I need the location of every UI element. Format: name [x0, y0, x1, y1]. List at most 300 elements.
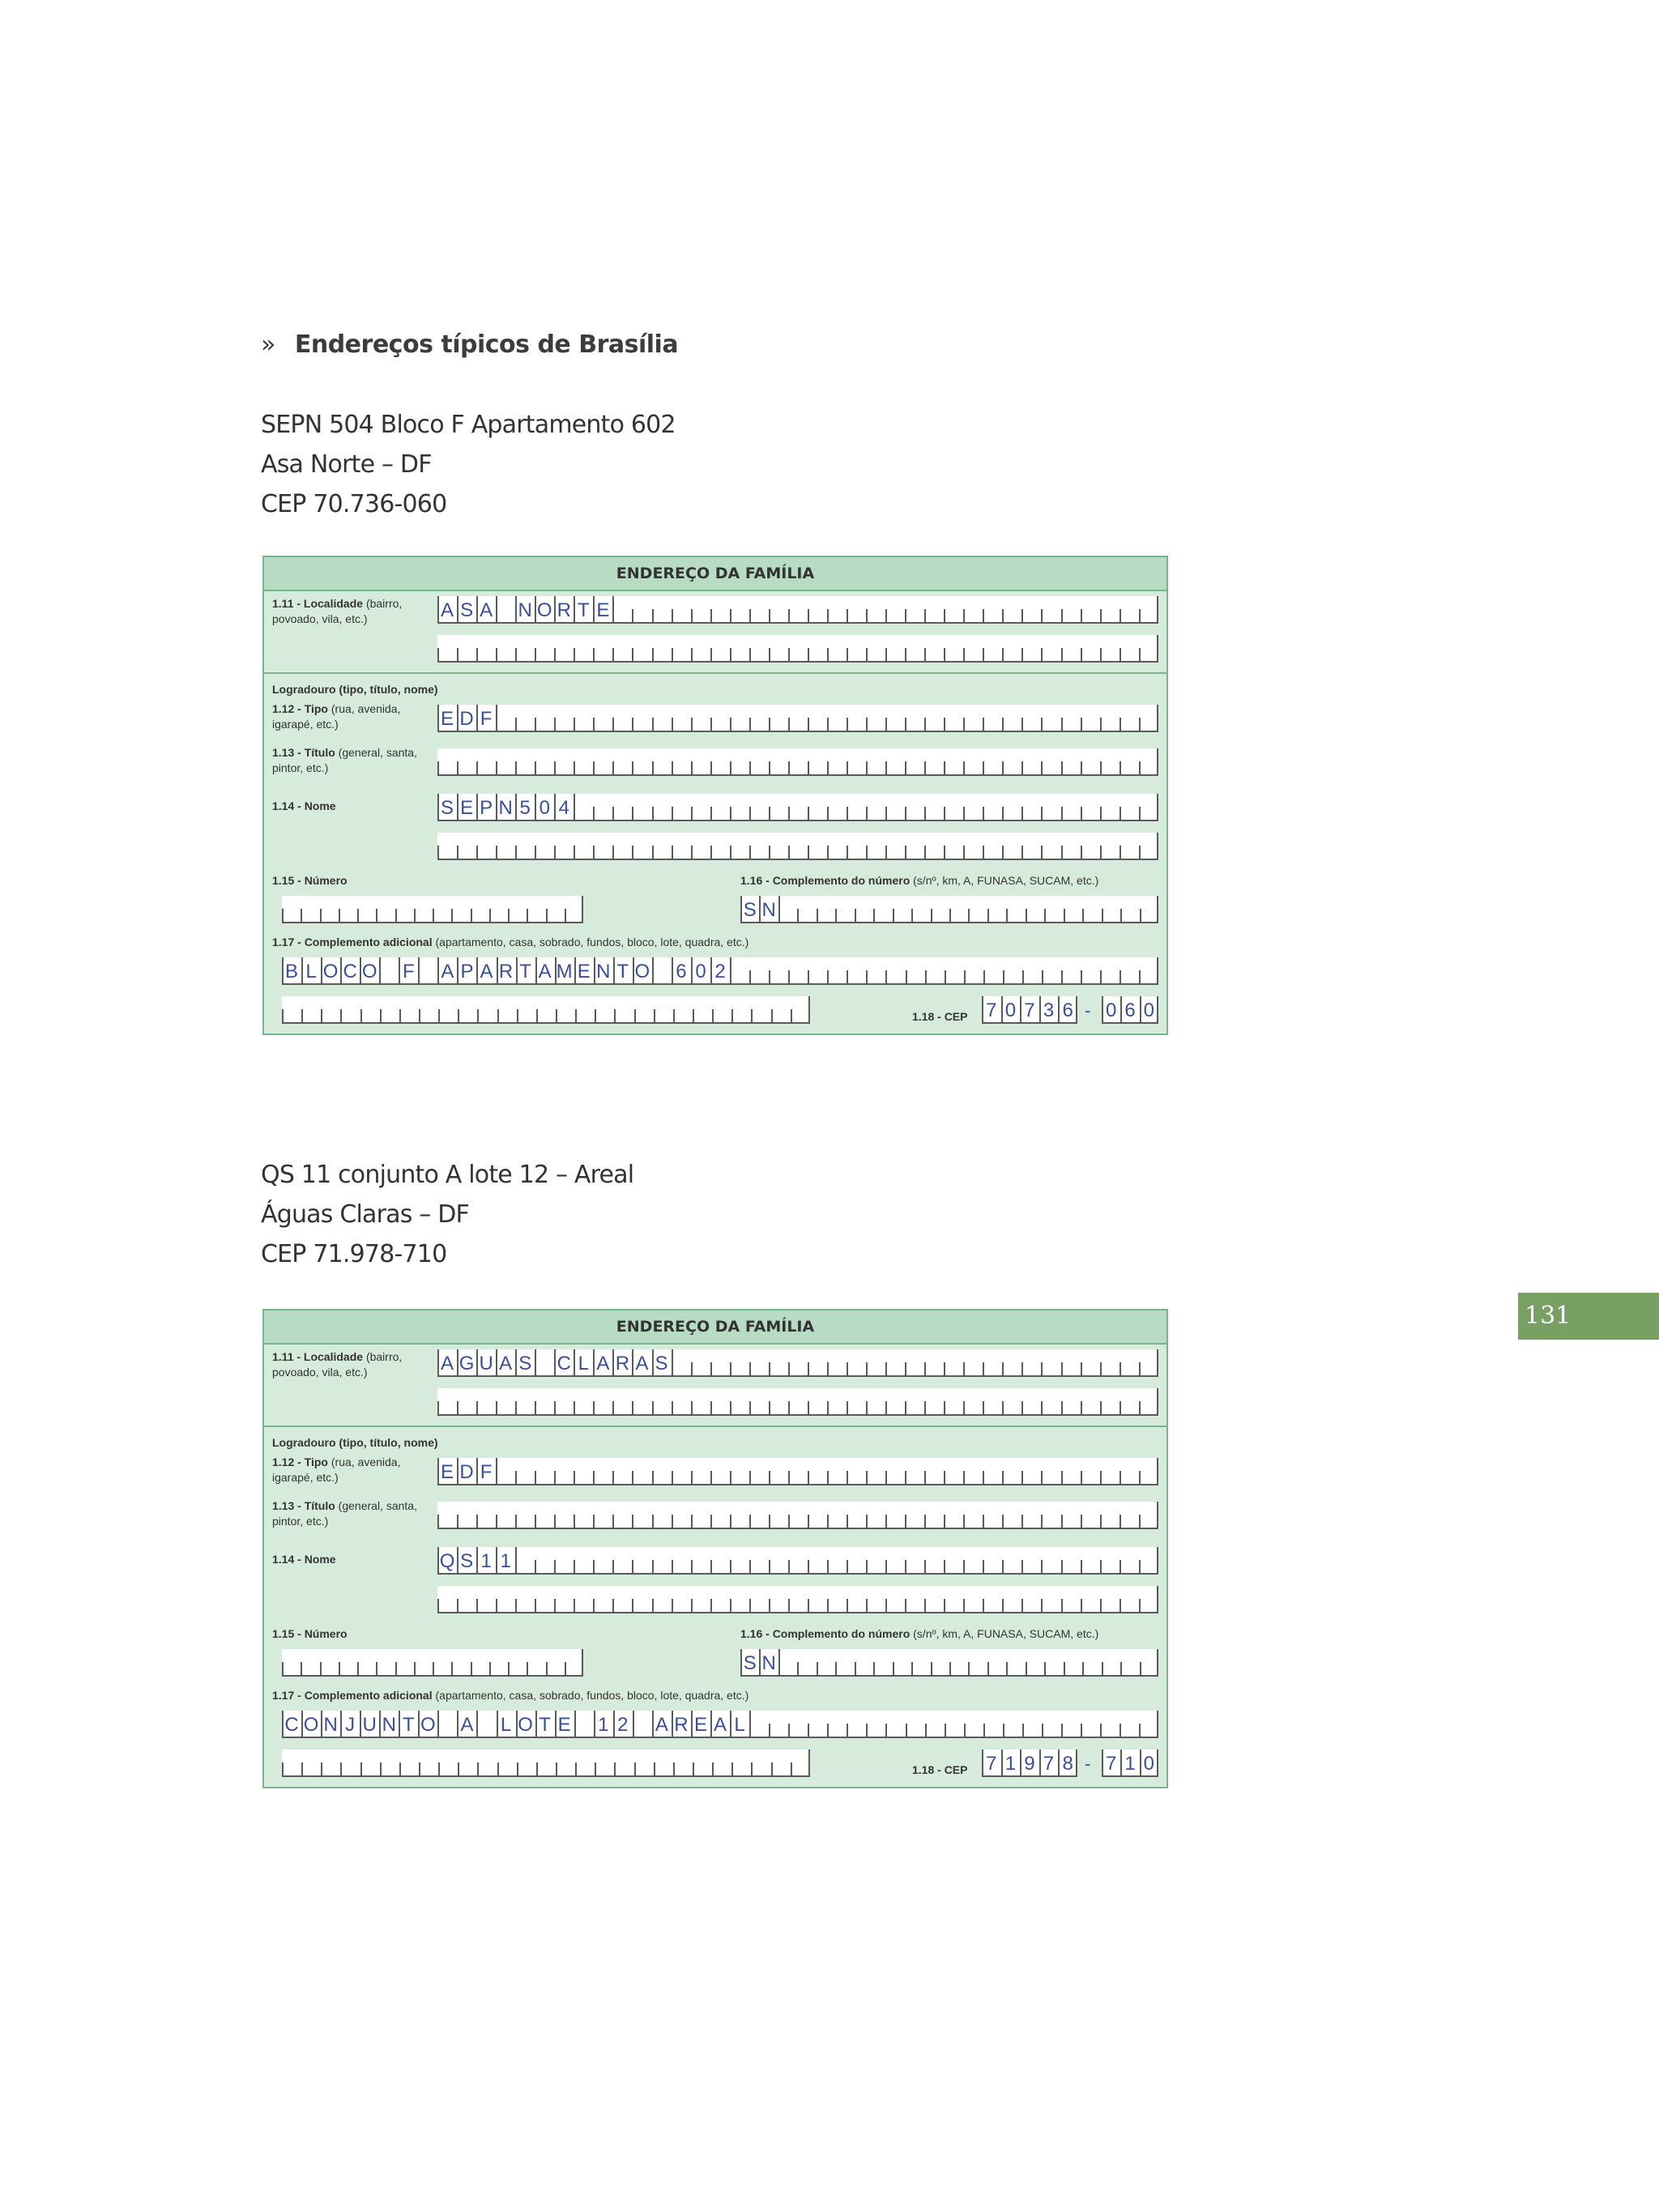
char-box — [496, 1502, 515, 1528]
char-box — [1041, 1502, 1060, 1528]
char-box: E — [437, 705, 457, 731]
char-box: N — [379, 1711, 399, 1737]
char-box — [730, 794, 749, 820]
char-box — [710, 748, 730, 774]
char-box — [827, 596, 847, 622]
char-box — [652, 1586, 672, 1612]
char-box: 3 — [1039, 996, 1059, 1022]
char-box: 7 — [982, 1750, 1001, 1775]
char-box — [847, 957, 866, 983]
cep-field-part-2[interactable] — [1102, 1750, 1158, 1777]
char-box: 0 — [1102, 996, 1120, 1022]
char-box — [808, 705, 827, 731]
char-box — [554, 705, 574, 731]
char-box — [433, 896, 451, 922]
cep-field-part-1[interactable] — [982, 996, 1077, 1024]
char-box — [1041, 1547, 1060, 1573]
char-box — [964, 1711, 983, 1737]
char-box — [797, 1649, 816, 1675]
char-box — [515, 1388, 535, 1414]
char-box — [632, 1586, 651, 1612]
titulo-field[interactable] — [437, 748, 1158, 776]
char-box — [905, 1502, 924, 1528]
char-box — [476, 635, 496, 661]
char-box — [983, 957, 1003, 983]
char-box: S — [437, 794, 457, 820]
char-box — [885, 1547, 905, 1573]
tipo-field[interactable] — [437, 1458, 1158, 1485]
char-box — [1120, 1388, 1139, 1414]
localidade-field-line-1[interactable] — [437, 596, 1158, 624]
form-title: ENDEREÇO DA FAMÍLIA — [264, 1311, 1166, 1345]
char-box — [855, 1649, 873, 1675]
char-box: S — [457, 1547, 476, 1573]
char-box — [457, 748, 476, 774]
char-box — [963, 748, 983, 774]
tipo-field[interactable] — [437, 705, 1158, 732]
char-box — [769, 794, 788, 820]
family-address-form-2 — [262, 1309, 1168, 1788]
char-box — [593, 794, 612, 820]
cep-field-part-1[interactable] — [982, 1750, 1077, 1777]
char-box — [893, 896, 911, 922]
nome-field-line-1[interactable] — [437, 794, 1158, 821]
char-box — [672, 705, 691, 731]
char-box — [1081, 596, 1100, 622]
char-box — [451, 1649, 470, 1675]
char-box — [983, 705, 1002, 731]
char-box — [535, 635, 554, 661]
cep-dash: - — [1085, 1000, 1091, 1021]
char-box — [301, 896, 319, 922]
char-box — [949, 1649, 968, 1675]
label-cep: 1.18 - CEP — [912, 1763, 968, 1776]
char-box — [476, 748, 496, 774]
char-box: L — [497, 1711, 516, 1737]
char-box — [691, 833, 710, 859]
complemento-adicional-field-line-1[interactable] — [282, 1711, 1158, 1738]
char-box — [451, 896, 470, 922]
char-box: N — [759, 1649, 778, 1675]
char-box — [632, 1388, 651, 1414]
char-box: A — [476, 596, 496, 622]
char-box: O — [301, 1711, 321, 1737]
char-box — [476, 1388, 496, 1414]
char-box — [963, 1547, 983, 1573]
char-box: F — [399, 957, 418, 983]
char-box — [749, 748, 769, 774]
char-box — [769, 957, 788, 983]
char-box — [749, 833, 769, 859]
char-box — [983, 794, 1002, 820]
numero-field[interactable] — [282, 896, 583, 923]
char-box — [320, 1649, 339, 1675]
char-box — [730, 833, 749, 859]
char-box: E — [691, 1711, 710, 1737]
char-box — [380, 996, 399, 1022]
char-box — [827, 1547, 847, 1573]
complemento-adicional-field-line-2[interactable] — [282, 996, 810, 1024]
complemento-adicional-field-line-1[interactable] — [282, 957, 1158, 985]
char-box: L — [301, 957, 321, 983]
char-box — [1120, 635, 1139, 661]
char-box — [944, 794, 963, 820]
char-box — [282, 996, 301, 1022]
char-box — [457, 1502, 476, 1528]
char-box — [301, 1750, 321, 1775]
char-box — [788, 794, 808, 820]
char-box — [866, 1586, 885, 1612]
char-box — [321, 996, 340, 1022]
char-box — [1081, 1586, 1100, 1612]
char-box — [632, 1547, 651, 1573]
char-box — [1061, 596, 1081, 622]
char-box — [1120, 1502, 1139, 1528]
char-box — [710, 596, 730, 622]
cep-dash: - — [1085, 1754, 1091, 1774]
char-box — [1100, 1586, 1120, 1612]
char-box: A — [496, 1349, 515, 1375]
char-box — [885, 1586, 905, 1612]
char-box — [885, 635, 905, 661]
char-box — [905, 748, 924, 774]
char-box — [866, 1349, 885, 1375]
char-box — [944, 1547, 963, 1573]
char-box — [788, 705, 808, 731]
char-box — [827, 748, 847, 774]
nome-field-line-2[interactable] — [437, 833, 1158, 860]
char-box — [477, 1750, 497, 1775]
char-box — [710, 705, 730, 731]
label-titulo: 1.13 - Título (general, santa, pintor, etc.) — [272, 746, 417, 774]
cep-field-part-2[interactable] — [1102, 996, 1158, 1024]
char-box: F — [476, 1458, 496, 1484]
numero-field[interactable] — [282, 1649, 583, 1677]
char-box — [414, 896, 433, 922]
char-box — [905, 1349, 924, 1375]
char-box — [593, 1388, 612, 1414]
char-box: 7 — [982, 996, 1001, 1022]
char-box — [1064, 1649, 1082, 1675]
char-box — [1139, 1458, 1158, 1484]
char-box — [437, 635, 457, 661]
char-box — [320, 896, 339, 922]
char-box — [885, 957, 905, 983]
char-box — [905, 794, 924, 820]
char-box — [808, 748, 827, 774]
char-box — [1061, 1502, 1081, 1528]
char-box — [1102, 1649, 1120, 1675]
char-box — [554, 1388, 574, 1414]
localidade-field-line-2[interactable] — [437, 1388, 1158, 1416]
char-box — [691, 794, 710, 820]
char-box: N — [496, 794, 515, 820]
char-box — [885, 748, 905, 774]
char-box — [556, 1750, 575, 1775]
char-box — [489, 1649, 508, 1675]
char-box — [749, 1502, 769, 1528]
char-box — [1081, 794, 1100, 820]
char-box — [808, 1586, 827, 1612]
char-box — [905, 1388, 924, 1414]
char-box — [437, 1711, 457, 1737]
char-box — [963, 1502, 983, 1528]
char-box — [496, 1388, 515, 1414]
char-box — [593, 1547, 612, 1573]
char-box — [340, 1750, 360, 1775]
char-box: R — [497, 957, 516, 983]
char-box: 1 — [1001, 1750, 1021, 1775]
char-box: 9 — [1020, 1750, 1039, 1775]
char-box: E — [593, 596, 612, 622]
char-box — [847, 596, 866, 622]
char-box — [983, 596, 1002, 622]
char-box — [612, 748, 632, 774]
label-numero: 1.15 - Número — [272, 1627, 348, 1640]
char-box — [710, 1547, 730, 1573]
char-box — [554, 748, 574, 774]
nome-field-line-1[interactable] — [437, 1547, 1158, 1575]
complemento-numero-field[interactable] — [740, 896, 1158, 923]
char-box — [866, 705, 885, 731]
char-box — [1042, 1711, 1061, 1737]
char-box — [983, 1711, 1003, 1737]
char-box — [515, 748, 535, 774]
char-box — [769, 596, 788, 622]
char-box — [827, 1502, 847, 1528]
char-box: S — [457, 596, 476, 622]
char-box: D — [457, 705, 476, 731]
char-box — [949, 896, 968, 922]
label-logradouro: Logradouro (tipo, título, nome) — [272, 683, 438, 696]
char-box — [339, 896, 357, 922]
char-box — [1081, 1458, 1100, 1484]
char-box — [632, 1458, 651, 1484]
char-box — [1061, 957, 1081, 983]
char-box: M — [555, 957, 574, 983]
char-box — [565, 896, 583, 922]
char-box — [885, 1458, 905, 1484]
char-box — [1139, 794, 1158, 820]
complemento-numero-field[interactable] — [740, 1649, 1158, 1677]
char-box — [778, 1649, 797, 1675]
address-line: QS 11 conjunto A lote 12 – Areal — [261, 1161, 634, 1189]
char-box — [1120, 1586, 1139, 1612]
char-box — [535, 833, 554, 859]
localidade-field-line-1[interactable] — [437, 1349, 1158, 1377]
char-box: S — [652, 1349, 672, 1375]
char-box — [1021, 596, 1041, 622]
char-box — [1044, 896, 1063, 922]
char-box — [476, 1711, 496, 1737]
char-box: 5 — [515, 794, 535, 820]
char-box — [632, 1502, 651, 1528]
address-block-2 — [261, 1155, 633, 1274]
char-box — [749, 1547, 769, 1573]
char-box — [710, 1349, 730, 1375]
char-box: G — [457, 1349, 476, 1375]
char-box — [1081, 957, 1100, 983]
char-box — [769, 635, 788, 661]
char-box — [1061, 1349, 1081, 1375]
char-box: A — [437, 957, 457, 983]
char-box — [924, 1547, 944, 1573]
char-box — [1120, 1711, 1139, 1737]
char-box — [691, 1547, 710, 1573]
char-box — [847, 1711, 866, 1737]
char-box — [751, 1750, 770, 1775]
char-box — [1021, 1458, 1041, 1484]
char-box — [535, 1502, 554, 1528]
char-box — [691, 1388, 710, 1414]
char-box — [1002, 1547, 1021, 1573]
char-box — [925, 957, 945, 983]
char-box — [282, 1750, 301, 1775]
complemento-adicional-field-line-2[interactable] — [282, 1750, 810, 1777]
char-box — [730, 1458, 749, 1484]
char-box — [593, 748, 612, 774]
char-box — [905, 635, 924, 661]
char-box — [1061, 1547, 1081, 1573]
char-box — [672, 1502, 691, 1528]
char-box — [457, 1388, 476, 1414]
char-box — [1002, 1388, 1021, 1414]
char-box — [515, 635, 535, 661]
char-box — [885, 1711, 905, 1737]
char-box — [614, 1750, 633, 1775]
char-box — [847, 1388, 866, 1414]
char-box — [885, 705, 905, 731]
char-box — [1082, 896, 1101, 922]
char-box — [885, 794, 905, 820]
char-box — [1021, 705, 1041, 731]
char-box — [632, 705, 651, 731]
char-box — [340, 996, 360, 1022]
char-box — [652, 1547, 672, 1573]
char-box — [983, 1547, 1002, 1573]
localidade-field-line-2[interactable] — [437, 635, 1158, 663]
char-box — [788, 1458, 808, 1484]
char-box — [1139, 1349, 1158, 1375]
address-line: SEPN 504 Bloco F Apartamento 602 — [261, 411, 676, 439]
char-box — [1100, 748, 1120, 774]
char-box — [593, 1586, 612, 1612]
char-box — [1120, 748, 1139, 774]
char-box — [963, 1458, 983, 1484]
char-box — [827, 833, 847, 859]
char-box — [574, 794, 593, 820]
char-box — [1120, 896, 1139, 922]
char-box — [672, 1547, 691, 1573]
char-box — [1002, 1349, 1021, 1375]
char-box — [866, 957, 885, 983]
char-box — [817, 896, 835, 922]
char-box — [1041, 1458, 1060, 1484]
char-box — [457, 635, 476, 661]
char-box — [712, 996, 731, 1022]
char-box — [652, 635, 672, 661]
char-box — [691, 1349, 710, 1375]
char-box — [574, 1547, 593, 1573]
char-box: 6 — [1058, 996, 1077, 1022]
char-box: S — [740, 896, 759, 922]
bullet-marker: » — [261, 330, 275, 359]
char-box — [944, 748, 963, 774]
char-box: O — [418, 1711, 437, 1737]
char-box — [808, 1502, 827, 1528]
char-box — [497, 996, 517, 1022]
char-box — [1081, 1388, 1100, 1414]
char-box — [1139, 635, 1158, 661]
char-box — [554, 635, 574, 661]
char-box — [672, 1349, 691, 1375]
nome-field-line-2[interactable] — [437, 1586, 1158, 1613]
char-box — [691, 705, 710, 731]
char-box — [905, 705, 924, 731]
char-box — [827, 1388, 847, 1414]
char-box — [710, 635, 730, 661]
char-box — [612, 1586, 632, 1612]
char-box — [983, 748, 1002, 774]
char-box — [301, 1649, 319, 1675]
char-box — [749, 1388, 769, 1414]
char-box — [1022, 957, 1042, 983]
char-box — [1139, 705, 1158, 731]
char-box — [634, 996, 654, 1022]
char-box: S — [515, 1349, 535, 1375]
char-box — [652, 794, 672, 820]
section-divider — [264, 1426, 1166, 1427]
char-box — [574, 1458, 593, 1484]
char-box — [788, 833, 808, 859]
char-box: 0 — [1140, 1750, 1158, 1775]
char-box — [730, 748, 749, 774]
char-box — [1061, 1388, 1081, 1414]
char-box — [395, 896, 414, 922]
char-box — [808, 1349, 827, 1375]
titulo-field[interactable] — [437, 1502, 1158, 1529]
char-box — [652, 1502, 672, 1528]
char-box — [1061, 794, 1081, 820]
char-box — [575, 1750, 595, 1775]
char-box: C — [282, 1711, 301, 1737]
char-box — [595, 1750, 614, 1775]
char-box — [399, 996, 419, 1022]
char-box — [905, 1586, 924, 1612]
char-box — [983, 1388, 1002, 1414]
char-box — [574, 1586, 593, 1612]
char-box — [632, 748, 651, 774]
char-box — [905, 1547, 924, 1573]
char-box — [652, 705, 672, 731]
char-box — [1100, 1711, 1120, 1737]
char-box — [827, 1711, 847, 1737]
char-box — [827, 1458, 847, 1484]
char-box — [1100, 596, 1120, 622]
char-box — [1100, 957, 1120, 983]
char-box — [633, 1711, 652, 1737]
char-box — [321, 1750, 340, 1775]
char-box — [1041, 794, 1060, 820]
char-box — [968, 1649, 987, 1675]
char-box — [791, 996, 810, 1022]
char-box — [827, 1349, 847, 1375]
char-box — [554, 1458, 574, 1484]
label-localidade: 1.11 - Localidade (bairro, povoado, vila, etc.) — [272, 1350, 403, 1379]
char-box — [527, 1649, 545, 1675]
label-cep: 1.18 - CEP — [912, 1010, 968, 1023]
char-box: L — [730, 1711, 749, 1737]
